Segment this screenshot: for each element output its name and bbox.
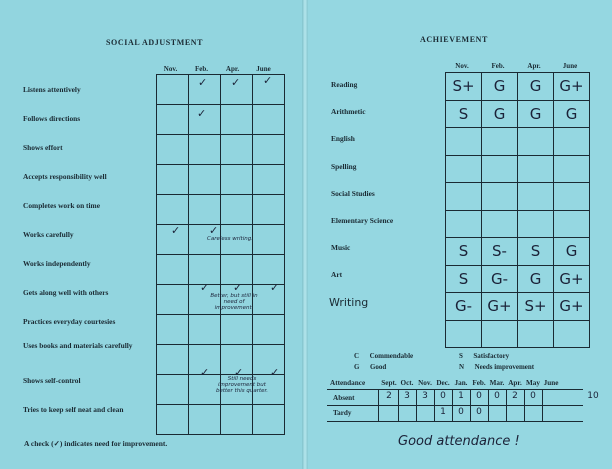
grade-cell bbox=[554, 100, 590, 128]
social-grid-cell bbox=[221, 135, 253, 165]
handwritten-note-writing: Careless writing. bbox=[207, 236, 253, 242]
grade-cell bbox=[518, 210, 554, 238]
month-june: June bbox=[562, 62, 578, 70]
handwritten-note-courtesy: Better, but still in need of improvement. bbox=[210, 293, 258, 311]
subject-label: Writing bbox=[329, 295, 369, 309]
check-mark-icon: ✓ bbox=[209, 224, 219, 237]
grade-value: G+ bbox=[487, 297, 512, 316]
grade-cell bbox=[554, 293, 590, 321]
grade-cell bbox=[518, 265, 554, 293]
subject-label: Arithmetic bbox=[331, 107, 366, 117]
attendance-comment: Good attendance ! bbox=[398, 434, 520, 449]
social-grid-cell bbox=[253, 165, 285, 195]
grade-value: G bbox=[529, 77, 542, 96]
absent-value: 2 bbox=[512, 391, 518, 401]
subject-label: Spelling bbox=[331, 161, 357, 171]
grade-value: G bbox=[529, 269, 542, 288]
grade-cell bbox=[482, 265, 518, 293]
grade-value: S- bbox=[492, 242, 507, 261]
check-mark-icon: ✓ bbox=[263, 74, 273, 87]
achievement-grid-row bbox=[446, 238, 590, 266]
social-grid-row bbox=[157, 405, 285, 435]
grade-value: G- bbox=[454, 297, 473, 316]
social-adjustment-title: SOCIAL ADJUSTMENT bbox=[106, 38, 204, 47]
grade-cell bbox=[518, 155, 554, 183]
social-grid-cell bbox=[221, 105, 253, 135]
legend-code: S bbox=[459, 352, 463, 360]
social-grid-cell bbox=[253, 225, 285, 255]
social-grid-cell bbox=[157, 105, 189, 135]
social-grid-cell bbox=[221, 165, 253, 195]
social-grid-cell bbox=[253, 255, 285, 285]
month-feb: Feb. bbox=[194, 65, 209, 73]
grade-cell bbox=[446, 320, 482, 348]
grade-cell bbox=[446, 293, 482, 321]
social-grid-cell bbox=[157, 405, 189, 435]
legend-label: Good bbox=[369, 363, 387, 371]
grade-value: G bbox=[565, 104, 578, 123]
attendance-title: Attendance bbox=[330, 379, 366, 387]
achievement-grid-row bbox=[446, 265, 590, 293]
grade-cell bbox=[446, 183, 482, 211]
attendance-month: May bbox=[526, 379, 540, 387]
grade-value: S bbox=[530, 242, 541, 261]
grade-cell bbox=[518, 100, 554, 128]
grade-cell bbox=[518, 128, 554, 156]
month-nov: Nov. bbox=[163, 65, 178, 73]
tardy-value: 0 bbox=[458, 407, 464, 417]
social-trait-label: Accepts responsibility well bbox=[23, 172, 107, 182]
month-june: June bbox=[256, 65, 271, 73]
grade-cell bbox=[446, 100, 482, 128]
grade-cell bbox=[554, 320, 590, 348]
attendance-divider bbox=[542, 389, 543, 421]
grade-cell bbox=[518, 183, 554, 211]
social-grid-cell bbox=[253, 405, 285, 435]
grade-cell bbox=[446, 155, 482, 183]
attendance-divider bbox=[378, 389, 379, 421]
social-grid-cell bbox=[189, 165, 221, 195]
subject-label: Elementary Science bbox=[331, 216, 394, 225]
check-mark-icon: ✓ bbox=[200, 281, 210, 294]
legend-label: Needs improvement bbox=[474, 363, 535, 371]
social-month-headers bbox=[155, 65, 279, 73]
grade-cell bbox=[554, 183, 590, 211]
attendance-month: June bbox=[543, 379, 559, 387]
grade-cell bbox=[482, 155, 518, 183]
social-grid-row bbox=[157, 195, 285, 225]
achievement-title: ACHIEVEMENT bbox=[420, 35, 488, 44]
tardy-value: 1 bbox=[440, 407, 446, 417]
social-trait-label: Gets along well with others bbox=[23, 288, 109, 298]
social-grid-cell bbox=[253, 195, 285, 225]
grade-cell bbox=[482, 100, 518, 128]
grade-value: S bbox=[458, 242, 469, 261]
achievement-grid-row bbox=[446, 210, 590, 238]
grade-value: S+ bbox=[524, 297, 547, 316]
social-grid-cell bbox=[189, 315, 221, 345]
check-mark-icon: ✓ bbox=[200, 366, 210, 379]
subject-label: Music bbox=[331, 243, 351, 253]
check-mark-icon: ✓ bbox=[270, 366, 280, 379]
attendance-month: Oct. bbox=[400, 379, 414, 387]
check-mark-icon: ✓ bbox=[197, 107, 207, 120]
absent-value: 0 bbox=[440, 391, 446, 401]
social-grid-cell bbox=[253, 105, 285, 135]
grade-cell bbox=[446, 238, 482, 266]
legend-label: Commendable bbox=[369, 352, 414, 360]
grade-cell bbox=[554, 265, 590, 293]
grade-value: G- bbox=[490, 269, 509, 288]
grade-cell bbox=[446, 265, 482, 293]
absent-value: 2 bbox=[386, 391, 392, 401]
month-apr: Apr. bbox=[527, 62, 541, 70]
page-fold bbox=[302, 0, 308, 469]
social-grid-cell bbox=[157, 135, 189, 165]
achievement-month-headers bbox=[444, 62, 588, 70]
social-grid-cell bbox=[221, 195, 253, 225]
achievement-grid bbox=[445, 72, 590, 348]
achievement-grid-row bbox=[446, 155, 590, 183]
achievement-grid-row bbox=[446, 100, 590, 128]
grade-cell bbox=[554, 128, 590, 156]
absent-value: 3 bbox=[422, 391, 428, 401]
social-trait-label: Listens attentively bbox=[23, 85, 81, 94]
social-trait-label: Tries to keep self neat and clean bbox=[23, 404, 124, 414]
grade-value: G bbox=[493, 104, 506, 123]
achievement-grid-row bbox=[446, 73, 590, 101]
grade-cell bbox=[482, 238, 518, 266]
attendance-rule bbox=[327, 421, 583, 422]
grade-value: S bbox=[458, 269, 469, 288]
absent-value: 0 bbox=[494, 391, 500, 401]
attendance-month: Mar. bbox=[489, 379, 505, 387]
grade-value: S+ bbox=[452, 77, 475, 96]
attendance-tardy-row bbox=[333, 409, 352, 417]
month-apr: Apr. bbox=[225, 65, 240, 73]
achievement-grid-row bbox=[446, 320, 590, 348]
social-grid-cell bbox=[157, 285, 189, 315]
social-trait-label: Follows directions bbox=[23, 114, 81, 124]
absent-value: 0 bbox=[530, 391, 536, 401]
check-footnote: A check (✓) indicates need for improvement. bbox=[24, 439, 168, 448]
absent-value: 1 bbox=[458, 391, 464, 401]
attendance-month: Dec. bbox=[436, 379, 450, 387]
social-trait-label: Completes work on time bbox=[23, 201, 100, 211]
social-trait-label: Practices everyday courtesies bbox=[23, 317, 116, 327]
subject-label: Art bbox=[331, 270, 343, 280]
social-grid-cell bbox=[189, 255, 221, 285]
subject-label: English bbox=[331, 134, 355, 144]
grade-cell bbox=[518, 320, 554, 348]
grade-cell bbox=[482, 73, 518, 101]
absent-value: 0 bbox=[476, 391, 482, 401]
social-grid-cell bbox=[253, 345, 285, 375]
check-mark-icon: ✓ bbox=[270, 281, 280, 294]
achievement-grid-row bbox=[446, 128, 590, 156]
achievement-grid-row bbox=[446, 183, 590, 211]
social-grid-row bbox=[157, 105, 285, 135]
grade-value: S bbox=[458, 104, 469, 123]
social-grid-cell bbox=[221, 255, 253, 285]
grade-cell bbox=[446, 210, 482, 238]
grade-value: G bbox=[493, 77, 506, 96]
social-trait-label: Works independently bbox=[23, 259, 91, 269]
grade-cell bbox=[518, 293, 554, 321]
attendance-absent-row bbox=[333, 394, 355, 402]
month-nov: Nov. bbox=[455, 62, 469, 70]
month-feb: Feb. bbox=[491, 62, 505, 70]
social-grid-row bbox=[157, 135, 285, 165]
social-grid-cell bbox=[157, 165, 189, 195]
grade-cell bbox=[554, 238, 590, 266]
attendance-month: Sept. bbox=[381, 379, 397, 387]
absent-value: 10 bbox=[587, 391, 599, 401]
social-grid-cell bbox=[221, 405, 253, 435]
check-mark-icon: ✓ bbox=[231, 76, 241, 89]
grade-cell bbox=[482, 183, 518, 211]
social-grid-cell bbox=[157, 375, 189, 405]
grade-cell bbox=[518, 238, 554, 266]
social-grid-cell bbox=[157, 315, 189, 345]
attendance-month: Apr. bbox=[508, 379, 522, 387]
legend-code: C bbox=[354, 352, 360, 360]
grade-cell bbox=[554, 155, 590, 183]
check-mark-icon: ✓ bbox=[171, 224, 181, 237]
social-grid-cell bbox=[189, 405, 221, 435]
legend-label: Satisfactory bbox=[473, 352, 510, 360]
social-grid-row bbox=[157, 255, 285, 285]
social-grid-cell bbox=[189, 135, 221, 165]
social-grid-cell bbox=[221, 315, 253, 345]
grade-cell bbox=[446, 73, 482, 101]
social-trait-label: Shows self-control bbox=[23, 375, 81, 385]
achievement-grid-row bbox=[446, 293, 590, 321]
attendance-header-row bbox=[330, 379, 560, 387]
grade-value: G+ bbox=[559, 269, 584, 288]
social-grid-cell bbox=[253, 315, 285, 345]
grade-cell bbox=[482, 320, 518, 348]
subject-label: Social Studies bbox=[331, 188, 375, 198]
grade-value: G+ bbox=[559, 297, 584, 316]
absent-label: Absent bbox=[333, 394, 355, 402]
handwritten-note-self-control: Still needs improvement but better this quarter. bbox=[215, 376, 269, 394]
social-trait-label: Uses books and materials carefully bbox=[23, 341, 133, 351]
social-grid-cell bbox=[157, 345, 189, 375]
social-grid-cell bbox=[189, 195, 221, 225]
social-trait-label: Shows effort bbox=[23, 143, 63, 153]
grade-cell bbox=[482, 128, 518, 156]
grade-value: G+ bbox=[559, 77, 584, 96]
absent-value: 3 bbox=[404, 391, 410, 401]
grade-value: G bbox=[529, 104, 542, 123]
legend-code: N bbox=[459, 363, 465, 371]
tardy-value: 0 bbox=[476, 407, 482, 417]
check-mark-icon: ✓ bbox=[233, 281, 243, 294]
grade-cell bbox=[446, 128, 482, 156]
legend-code: G bbox=[354, 363, 360, 371]
grade-value: G bbox=[565, 242, 578, 261]
grade-cell bbox=[482, 293, 518, 321]
attendance-month: Feb. bbox=[472, 379, 486, 387]
grade-cell bbox=[554, 73, 590, 101]
grade-cell bbox=[482, 210, 518, 238]
social-grid-cell bbox=[157, 255, 189, 285]
social-trait-label: Works carefully bbox=[23, 230, 74, 240]
social-grid-cell bbox=[157, 195, 189, 225]
social-grid-row bbox=[157, 315, 285, 345]
social-grid-row bbox=[157, 345, 285, 375]
grade-cell bbox=[554, 210, 590, 238]
grading-legend bbox=[459, 351, 534, 373]
attendance-rule bbox=[327, 405, 583, 406]
subject-label: Reading bbox=[331, 80, 358, 89]
social-grid-cell bbox=[157, 75, 189, 105]
check-mark-icon: ✓ bbox=[198, 76, 208, 89]
grade-cell bbox=[518, 73, 554, 101]
tardy-label: Tardy bbox=[333, 409, 352, 417]
attendance-month: Nov. bbox=[418, 379, 432, 387]
grading-legend bbox=[354, 351, 413, 373]
check-mark-icon: ✓ bbox=[234, 366, 244, 379]
attendance-month: Jan. bbox=[454, 379, 468, 387]
attendance-rule bbox=[327, 389, 583, 390]
social-grid-cell bbox=[253, 135, 285, 165]
social-grid-row bbox=[157, 165, 285, 195]
